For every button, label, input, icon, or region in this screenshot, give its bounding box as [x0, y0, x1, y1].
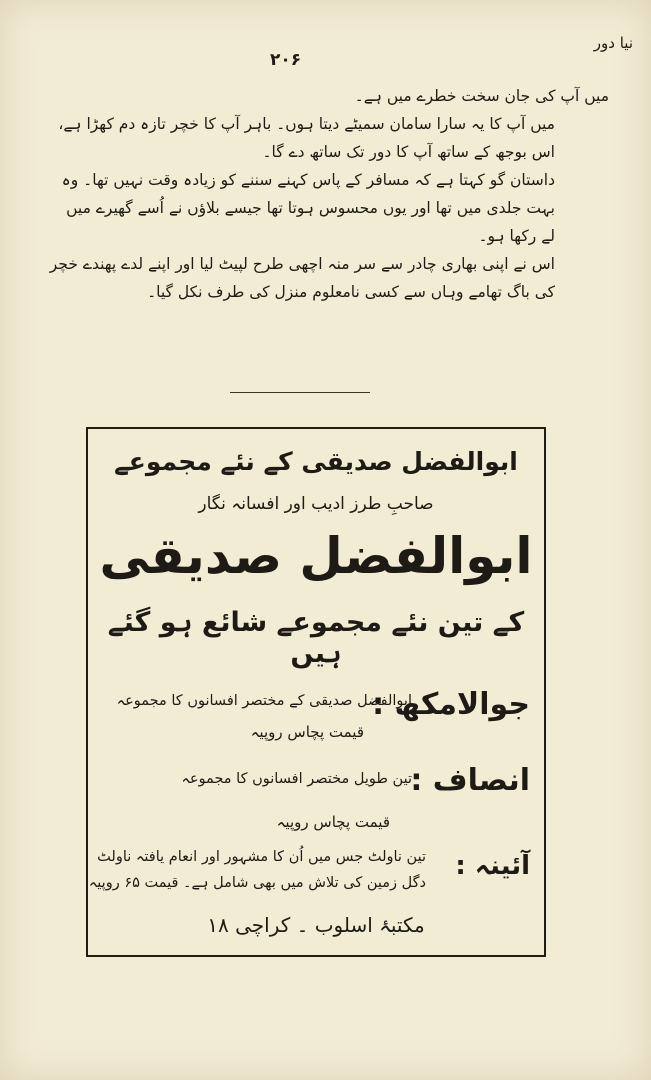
publisher-name: مکتبۂ اسلوب ۔ کراچی ۱۸	[207, 913, 425, 937]
ad-subtitle: صاحبِ طرز ادیب اور افسانہ نگار	[198, 494, 434, 514]
paragraph: میں آپ کا یہ سارا سامان سمیٹے دیتا ہوں۔ باہر آپ کا خچر تازہ دم کھڑا ہے، اس بوجھ کے ساتھ آپ کا دور تک ساتھ دے گا۔	[58, 115, 555, 161]
book-description: تین ناولٹ جس میں اُن کا مشہور اور انعام یافتہ ناولٹ	[97, 849, 426, 865]
book-price: قیمت پچاس روپیہ	[276, 813, 390, 831]
book-description: ابوالفضل صدیقی کے مختصر افسانوں کا مجموعہ	[116, 693, 412, 709]
book-title: انصاف :	[410, 763, 530, 798]
book-entry	[88, 845, 530, 905]
book-description: تین طویل مختصر افسانوں کا مجموعہ	[181, 771, 412, 787]
book-title: جوالامکھ :	[372, 687, 530, 722]
paragraph: میں آپ کی جان سخت خطرے میں ہے۔	[354, 87, 609, 105]
ad-announcement: کے تین نئے مجموعے شائع ہو گئے ہیں	[107, 607, 525, 669]
journal-name: نیا دور	[593, 34, 633, 52]
paragraph: اس نے اپنی بھاری چادر سے سر منہ اچھی طرح لپیٹ لیا اور اپنے لدے پھندے خچر کی باگ تھامے وہاں سے کسی نامعلوم منزل کی طرف نکل گیا۔	[49, 255, 555, 301]
paragraph: داستان گو کہتا ہے کہ مسافر کے پاس کہنے سننے کو زیادہ وقت نہیں تھا۔ وہ بہت جلدی میں تھا اور یوں محسوس ہوتا تھا جیسے بلاؤں نے اُسے گھیرے میں لے رکھا ہو۔	[61, 171, 555, 245]
book-advertisement	[86, 427, 546, 957]
book-entry	[98, 687, 530, 747]
ad-heading: ابوالفضل صدیقی کے نئے مجموعے	[114, 447, 518, 476]
book-entry	[98, 763, 530, 843]
book-price: قیمت پچاس روپیہ	[250, 723, 364, 741]
page-number: ۲۰۶	[270, 50, 302, 70]
story-text	[49, 82, 609, 306]
book-title: آئینہ :	[455, 851, 530, 881]
ad-author-name: ابوالفضل صدیقی	[99, 527, 533, 585]
book-description-continued: دگل زمین کی تلاش میں بھی شامل ہے۔ قیمت ۶۵ روپیہ	[88, 875, 426, 891]
section-divider	[230, 392, 370, 393]
